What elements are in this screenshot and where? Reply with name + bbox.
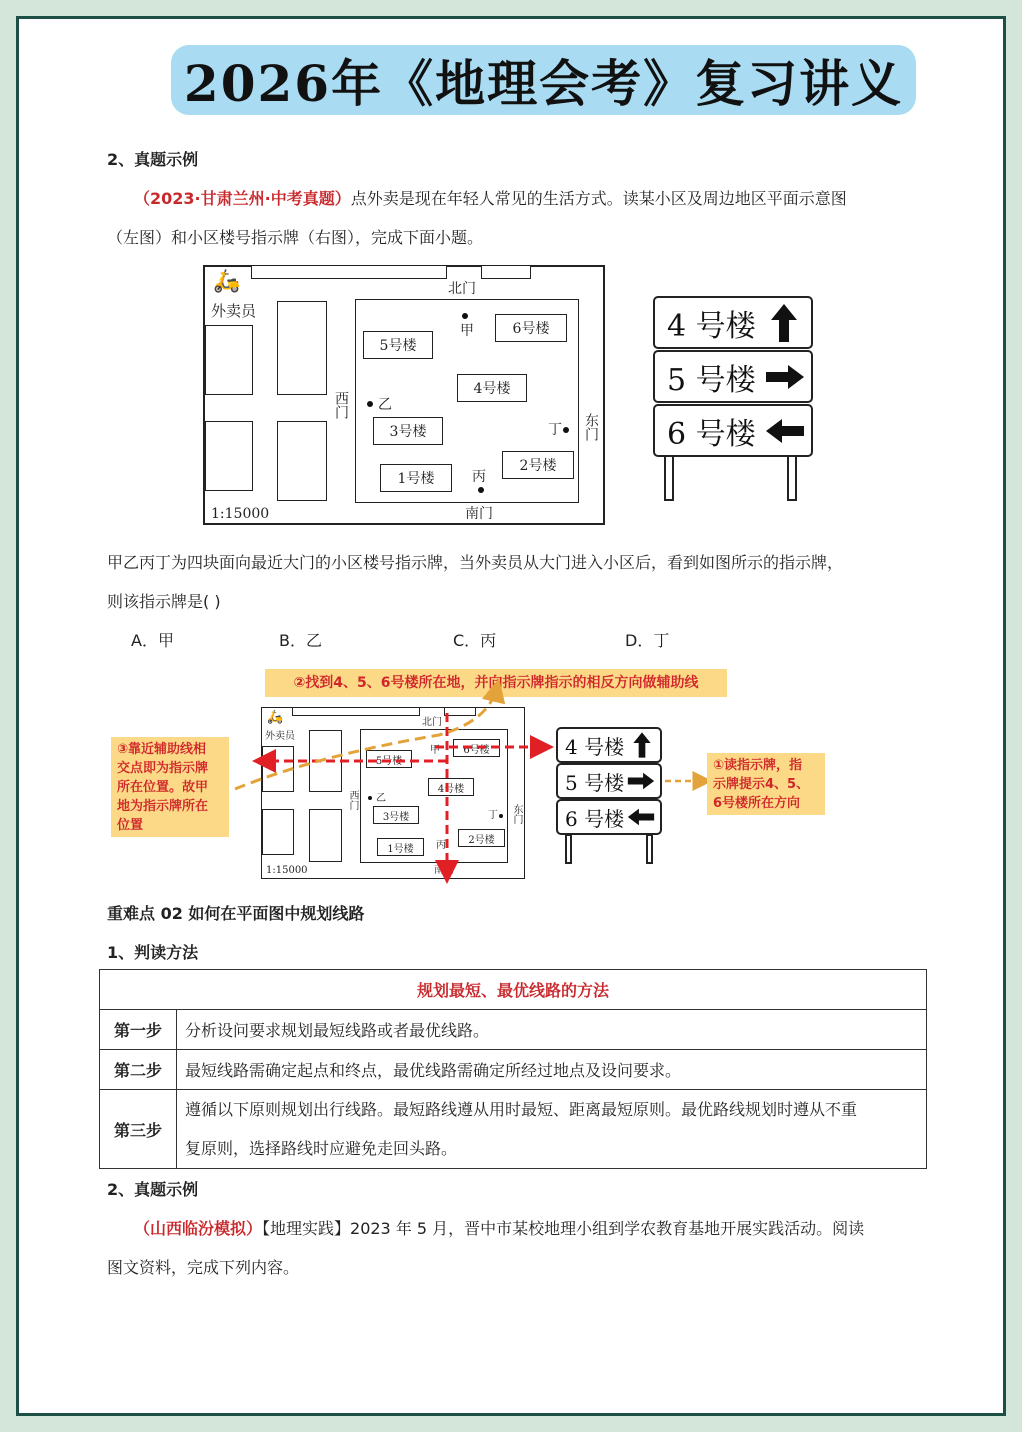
option-b: B．乙	[279, 631, 322, 650]
option-a: A．甲	[131, 631, 174, 650]
building-6: 6号楼	[495, 314, 567, 342]
up-arrow-icon	[769, 303, 799, 343]
sign-post	[565, 834, 572, 864]
map-block	[205, 421, 253, 491]
building-4: 4号楼	[428, 778, 474, 796]
neighborhood-map	[203, 265, 605, 525]
analysis-map	[261, 707, 525, 879]
map-block	[262, 809, 294, 855]
south-gate-label: 南门	[434, 865, 454, 876]
analysis-note-step2: ②找到4、5、6号楼所在地，并向指示牌指示的相反方向做辅助线	[265, 669, 727, 697]
west-gate-label: 西门	[347, 790, 358, 810]
note-line: 示牌提示4、5、	[713, 777, 810, 792]
step-text-line: 分析设问要求规划最短线路或者最优线路。	[185, 1021, 490, 1040]
analysis-note-step1	[707, 753, 825, 815]
step-text-line: 复原则，选择路线时应避免走回头路。	[185, 1139, 458, 1158]
section-heading: 2、真题示例	[107, 150, 199, 169]
point-yi-label: 乙	[376, 793, 386, 804]
building-4: 4号楼	[457, 374, 527, 402]
sign-row	[653, 296, 813, 349]
map-block	[309, 730, 342, 792]
courier-scooter-icon: 🛵	[267, 710, 284, 725]
east-gate-label: 东门	[511, 804, 522, 824]
sign-row	[556, 763, 662, 799]
step-text	[177, 1050, 927, 1090]
point-bing-label: 丙	[472, 469, 486, 485]
point-ding-dot	[499, 814, 503, 818]
intro-text-2: （左图）和小区楼号指示牌（右图），完成下面小题。	[107, 228, 484, 247]
point-yi-dot	[368, 796, 372, 800]
step-text-line: 遵循以下原则规划出行线路。最短路线遵从用时最短、距离最短原则。最优路线规划时遵从不重	[185, 1100, 858, 1119]
map-block	[277, 421, 327, 501]
sign-row	[556, 799, 662, 835]
building-3: 3号楼	[373, 417, 443, 445]
table-header-row	[100, 970, 927, 1010]
question-intro-2	[134, 1216, 864, 1239]
up-arrow-icon	[632, 731, 652, 759]
north-gate-label: 北门	[422, 717, 442, 728]
sign-label: 4 号楼	[667, 308, 756, 344]
intro-text: 【地理实践】2023 年 5 月，晋中市某校地理小组到学农教育基地开展实践活动。阅读	[262, 1219, 865, 1238]
question-text: 甲乙丙丁为四块面向最近大门的小区楼号指示牌，当外卖员从大门进入小区后，看到如图所示的指示牌，	[107, 553, 844, 572]
point-yi-dot	[367, 401, 373, 407]
point-ding-dot	[563, 427, 569, 433]
step-label: 第三步	[100, 1090, 177, 1169]
building-5: 5号楼	[363, 331, 433, 359]
building-1: 1号楼	[380, 464, 452, 492]
map-block	[481, 265, 531, 279]
note-line: ③靠近辅助线相	[117, 742, 207, 757]
point-bing-dot	[478, 487, 484, 493]
option-d: D．丁	[625, 631, 670, 650]
point-ding-label: 丁	[548, 422, 562, 438]
intro-text-3: 图文资料，完成下列内容。	[107, 1258, 300, 1277]
map-block	[444, 707, 476, 716]
page	[16, 16, 1006, 1416]
note-line: 交点即为指示牌	[117, 761, 209, 776]
sign-row	[653, 350, 813, 403]
question-intro	[134, 186, 847, 209]
question-source: （2023·甘肃兰州·中考真题）	[134, 189, 351, 208]
method-table	[99, 969, 927, 1169]
point-ding-label: 丁	[488, 810, 498, 821]
question-text-2: 则该指示牌是( )	[107, 592, 221, 611]
title-banner	[171, 45, 916, 115]
point-yi-label: 乙	[378, 397, 392, 413]
intro-text: 点外卖是现在年轻人常见的生活方式。读某小区及周边地区平面示意图	[350, 189, 847, 208]
map-block	[277, 301, 327, 395]
sign-post	[664, 453, 674, 501]
question-source: （山西临汾模拟）	[134, 1219, 263, 1238]
map-block	[309, 809, 342, 862]
right-arrow-icon	[765, 364, 805, 390]
table-row	[100, 1090, 927, 1169]
building-1: 1号楼	[377, 838, 424, 856]
sign-post	[787, 453, 797, 501]
map-block	[251, 265, 447, 279]
map-block	[205, 325, 253, 395]
sign-label: 5 号楼	[565, 770, 625, 795]
map-block	[262, 746, 294, 792]
courier-label: 外卖员	[265, 731, 295, 742]
map-scale: 1:15000	[211, 506, 270, 522]
point-jia-label: 甲	[460, 323, 474, 339]
note-line: ①读指示牌，指	[713, 758, 803, 773]
step-text	[177, 1010, 927, 1050]
step-label: 第一步	[100, 1010, 177, 1050]
analysis-note-step3	[111, 737, 229, 837]
courier-label: 外卖员	[211, 302, 257, 320]
right-arrow-icon	[627, 772, 655, 790]
left-arrow-icon	[765, 418, 805, 444]
note-line: 所在位置。故甲	[117, 780, 209, 795]
building-2: 2号楼	[502, 451, 574, 479]
sign-label: 4 号楼	[565, 734, 625, 759]
section-heading-2: 重难点 02 如何在平面图中规划线路	[107, 904, 365, 923]
sign-label: 6 号楼	[667, 416, 756, 452]
table-row	[100, 1010, 927, 1050]
note-line: 位置	[117, 818, 144, 833]
east-gate-label: 东门	[583, 413, 599, 441]
west-gate-label: 西门	[333, 391, 349, 419]
map-scale: 1:15000	[266, 865, 308, 876]
note-line: 地为指示牌所在	[117, 799, 209, 814]
courier-scooter-icon: 🛵	[213, 269, 241, 294]
sign-label: 6 号楼	[565, 806, 625, 831]
page-title: 2026年《地理会考》复习讲义	[183, 54, 904, 113]
step-label: 第二步	[100, 1050, 177, 1090]
map-block	[292, 707, 420, 716]
building-5: 5号楼	[366, 750, 412, 768]
sign-row	[653, 404, 813, 457]
building-2: 2号楼	[458, 829, 505, 847]
step-text	[177, 1090, 927, 1169]
building-3: 3号楼	[373, 806, 419, 824]
subheading: 1、判读方法	[107, 943, 199, 962]
point-jia-label: 甲	[430, 745, 440, 756]
table-row	[100, 1050, 927, 1090]
step-text-line: 最短线路需确定起点和终点，最优线路需确定所经过地点及设问要求。	[185, 1061, 682, 1080]
section-heading-3: 2、真题示例	[107, 1180, 199, 1199]
sign-post	[646, 834, 653, 864]
south-gate-label: 南门	[465, 506, 493, 522]
table-title: 规划最短、最优线路的方法	[100, 970, 927, 1010]
sign-row	[556, 727, 662, 763]
note-line: 6号楼所在方向	[713, 796, 801, 811]
option-c: C．丙	[453, 631, 497, 650]
left-arrow-icon	[627, 808, 655, 826]
sign-label: 5 号楼	[667, 362, 756, 398]
point-bing-label: 丙	[436, 840, 446, 851]
north-gate-label: 北门	[448, 281, 476, 297]
point-jia-dot	[462, 313, 468, 319]
building-6: 6号楼	[453, 739, 500, 757]
